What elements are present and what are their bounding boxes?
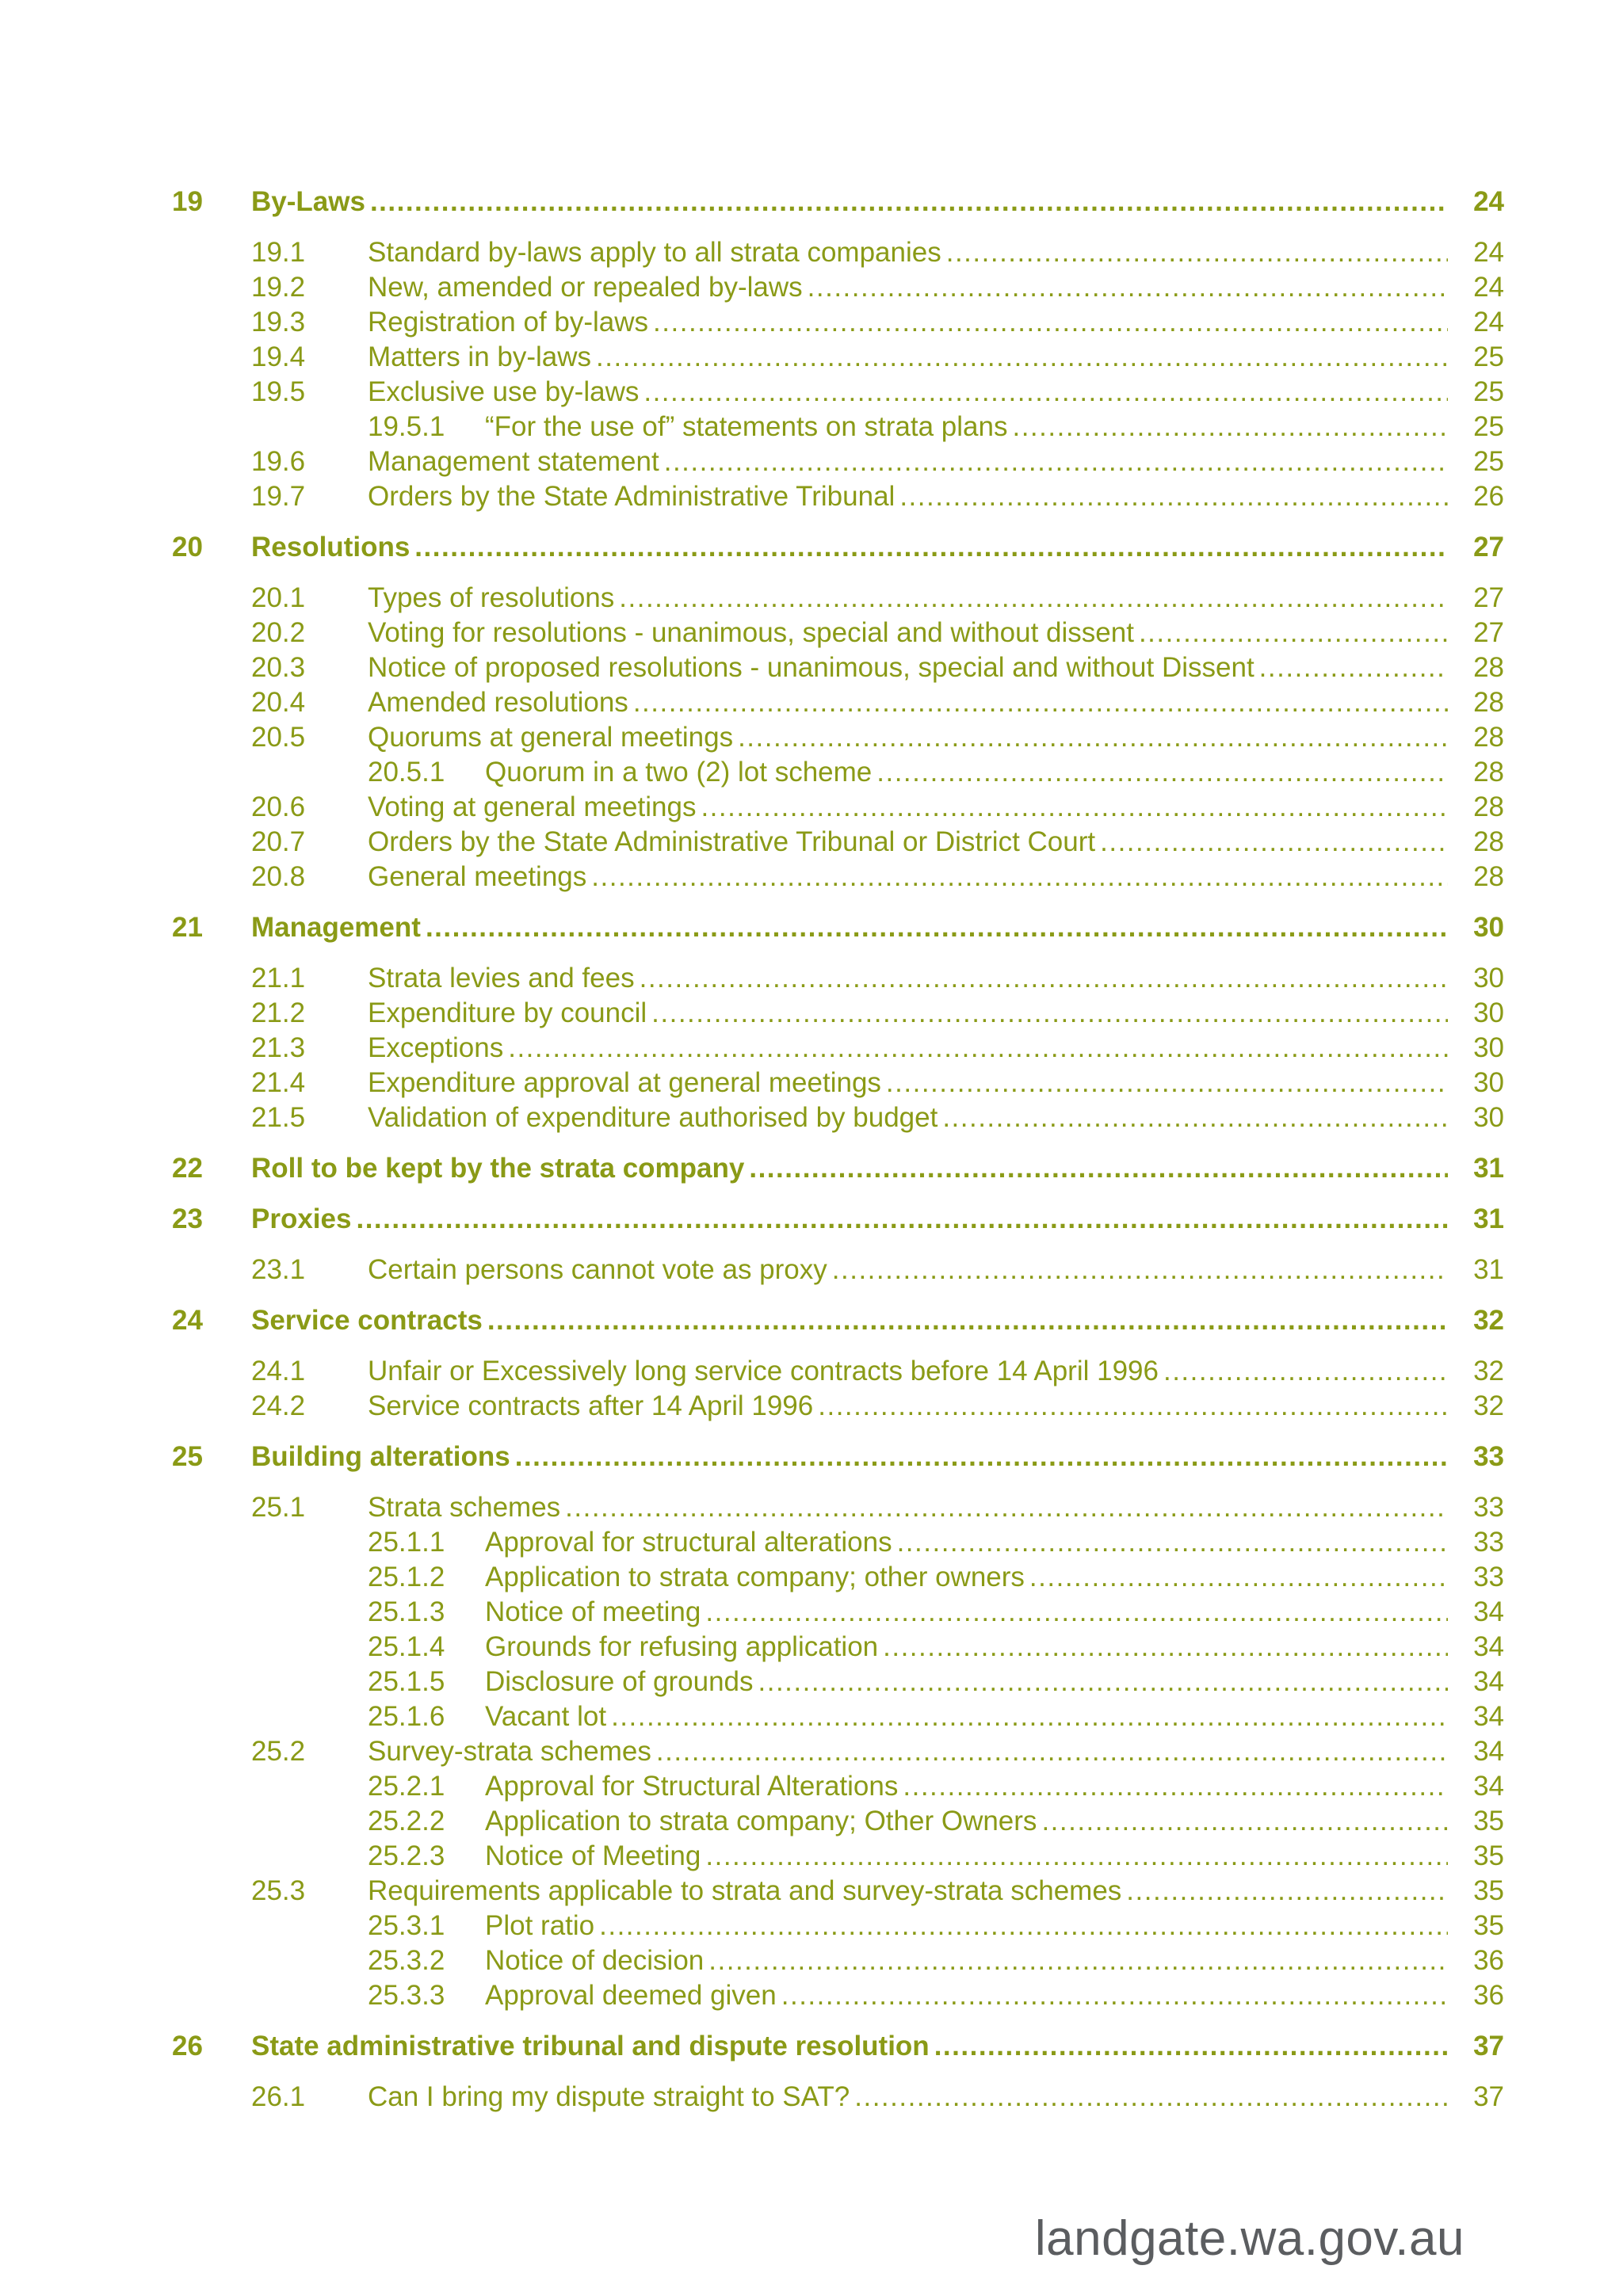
dot-leader [705,1595,1448,1630]
toc-entry-page-number: 28 [1473,757,1504,788]
dot-leader [749,1151,1448,1186]
toc-entry-title: Plot ratio [485,1910,595,1941]
toc-subsubsection-entry[interactable] [0,1699,1623,1734]
toc-entry-title-line [251,2029,1453,2064]
toc-entry-title: Orders by the State Administrative Tribunal [368,481,896,512]
dot-leader [643,375,1448,410]
toc-entry-number: 21 [172,912,203,943]
toc-entry-title: Certain persons cannot vote as proxy [368,1254,827,1285]
dot-leader [565,1490,1448,1525]
toc-entry-page-number: 34 [1473,1666,1504,1697]
dot-leader [664,444,1448,479]
toc-entry-title: State administrative tribunal and dispute resolution [251,2031,930,2061]
toc-entry-page-number: 36 [1473,1980,1504,2011]
toc-entry-title: Disclosure of grounds [485,1666,754,1697]
toc-entry-page-number: 24 [1473,186,1504,217]
toc-entry-title-line [251,1440,1453,1474]
dot-leader [633,685,1448,720]
dot-leader [876,755,1448,790]
toc-entry-number: 23.1 [251,1254,306,1285]
toc-subsection-entry[interactable] [0,479,1623,514]
toc-subsubsection-entry[interactable] [0,1525,1623,1560]
dot-leader [1139,616,1448,650]
toc-subsection-entry[interactable] [0,1389,1623,1424]
toc-entry-title-line [368,1253,1453,1287]
toc-subsection-entry[interactable] [0,1031,1623,1066]
toc-entry-title-line [485,1839,1453,1874]
footer-website: landgate.wa.gov.au [1034,2211,1465,2266]
toc-subsection-entry[interactable] [0,270,1623,305]
dot-leader [781,1978,1448,2013]
toc-entry-title-line [368,479,1453,514]
toc-entry-number: 20.4 [251,687,306,718]
toc-subsubsection-entry[interactable] [0,1665,1623,1699]
toc-entry-number: 25.1.6 [368,1701,445,1732]
toc-subsubsection-entry[interactable] [0,1769,1623,1804]
toc-entry-number: 26 [172,2031,203,2061]
toc-entry-title: Exclusive use by-laws [368,376,640,407]
toc-entry-title-line [368,444,1453,479]
dot-leader [934,2029,1448,2064]
toc-entry-page-number: 25 [1473,376,1504,407]
toc-entry-title-line [368,1066,1453,1100]
toc-entry-title: General meetings [368,861,587,892]
toc-entry-title-line [368,685,1453,720]
toc-section-heading[interactable] [0,1303,1623,1338]
toc-entry-number: 25.3.1 [368,1910,445,1941]
toc-entry-number: 25.1.1 [368,1527,445,1558]
toc-entry-number: 25.1.3 [368,1596,445,1627]
toc-entry-page-number: 35 [1473,1840,1504,1871]
toc-entry-title-line [368,581,1453,616]
toc-entry-title-line [368,860,1453,894]
dot-leader [883,1630,1448,1665]
toc-entry-title: Vacant lot [485,1701,607,1732]
toc-entry-number: 21.3 [251,1032,306,1063]
toc-entry-number: 21.5 [251,1102,306,1133]
toc-entry-number: 19 [172,186,203,217]
dot-leader [946,235,1448,270]
toc-section-heading[interactable] [0,530,1623,565]
toc-entry-page-number: 32 [1473,1390,1504,1421]
toc-subsection-entry[interactable] [0,1734,1623,1769]
dot-leader [1100,825,1448,860]
toc-entry-title-line [368,650,1453,685]
toc-entry-page-number: 27 [1473,582,1504,613]
toc-subsection-entry[interactable] [0,860,1623,894]
toc-entry-title-line [368,961,1453,996]
toc-entry-title-line [368,2080,1453,2115]
toc-subsection-entry[interactable] [0,1354,1623,1389]
toc-entry-number: 19.3 [251,307,306,338]
toc-entry-page-number: 24 [1473,272,1504,303]
dot-leader [1041,1804,1448,1839]
toc-entry-page-number: 27 [1473,532,1504,563]
toc-subsection-entry[interactable] [0,581,1623,616]
toc-entry-title: Voting at general meetings [368,791,697,822]
toc-entry-number: 25.2.2 [368,1806,445,1836]
toc-entry-title: Approval deemed given [485,1980,777,2011]
toc-subsection-entry[interactable] [0,720,1623,755]
toc-entry-title: Quorum in a two (2) lot scheme [485,757,873,788]
dot-leader [1012,410,1448,444]
toc-subsubsection-entry[interactable] [0,1839,1623,1874]
toc-subsection-entry[interactable] [0,961,1623,996]
toc-entry-page-number: 31 [1473,1153,1504,1184]
toc-subsubsection-entry[interactable] [0,1595,1623,1630]
toc-entry-title: Notice of decision [485,1945,705,1976]
dot-leader [854,2080,1448,2115]
toc-entry-title: Notice of Meeting [485,1840,701,1871]
dot-leader [619,581,1448,616]
dot-leader [656,1734,1448,1769]
toc-entry-title: Validation of expenditure authorised by budget [368,1102,938,1133]
toc-subsubsection-entry[interactable] [0,755,1623,790]
dot-leader [596,340,1448,375]
toc-subsubsection-entry[interactable] [0,1943,1623,1978]
toc-subsection-entry[interactable] [0,650,1623,685]
toc-entry-title-line [251,1202,1453,1237]
toc-subsubsection-entry[interactable] [0,410,1623,444]
toc-subsection-entry[interactable] [0,375,1623,410]
toc-entry-title-line [368,1874,1453,1909]
toc-entry-number: 25.1.4 [368,1631,445,1662]
toc-entry-number: 24.2 [251,1390,306,1421]
toc-subsection-entry[interactable] [0,1253,1623,1287]
toc-entry-page-number: 31 [1473,1203,1504,1234]
toc-entry-page-number: 33 [1473,1527,1504,1558]
toc-entry-title: Quorums at general meetings [368,722,734,753]
toc-entry-page-number: 28 [1473,791,1504,822]
toc-entry-title-line [368,1354,1453,1389]
toc-entry-page-number: 30 [1473,1032,1504,1063]
toc-entry-page-number: 34 [1473,1596,1504,1627]
toc-entry-title: Strata schemes [368,1492,561,1523]
toc-subsection-entry[interactable] [0,305,1623,340]
toc-subsection-entry[interactable] [0,1874,1623,1909]
toc-entry-title: Strata levies and fees [368,963,635,994]
toc-entry-title: Application to strata company; Other Owners [485,1806,1037,1836]
toc-entry-title: “For the use of” statements on strata plans [485,411,1008,442]
dot-leader [701,790,1448,825]
toc-entry-title: Requirements applicable to strata and survey-strata schemes [368,1875,1122,1906]
toc-entry-title-line [485,1909,1453,1943]
toc-entry-title: Expenditure approval at general meetings [368,1067,881,1098]
toc-entry-number: 24.1 [251,1356,306,1386]
toc-entry-title: Application to strata company; other owners [485,1562,1025,1592]
toc-section-heading[interactable] [0,185,1623,219]
toc-entry-number: 23 [172,1203,203,1234]
toc-entry-number: 19.4 [251,341,306,372]
dot-leader [370,185,1448,219]
toc-entry-number: 20.2 [251,617,306,648]
dot-leader [886,1066,1448,1100]
toc-entry-title: Building alterations [251,1441,510,1472]
toc-entry-title-line [368,790,1453,825]
toc-subsection-entry[interactable] [0,616,1623,650]
toc-entry-title-line [485,755,1453,790]
dot-leader [899,479,1448,514]
toc-entry-title-line [368,305,1453,340]
dot-leader [640,961,1448,996]
toc-entry-title: Notice of meeting [485,1596,701,1627]
toc-entry-title: Amended resolutions [368,687,628,718]
toc-entry-title: Can I bring my dispute straight to SAT? [368,2081,850,2112]
dot-leader [1126,1874,1448,1909]
toc-entry-title-line [485,1699,1453,1734]
toc-entry-number: 25.3.2 [368,1945,445,1976]
toc-entry-title: By-Laws [251,186,365,217]
toc-entry-title: Management statement [368,446,659,477]
toc-entry-title: New, amended or repealed by-laws [368,272,803,303]
toc-entry-page-number: 35 [1473,1910,1504,1941]
toc-subsection-entry[interactable] [0,825,1623,860]
toc-entry-title-line [368,1031,1453,1066]
toc-subsection-entry[interactable] [0,685,1623,720]
dot-leader [508,1031,1448,1066]
toc-entry-title-line [251,530,1453,565]
dot-leader [708,1943,1448,1978]
dot-leader [356,1202,1448,1237]
toc-entry-page-number: 33 [1473,1492,1504,1523]
toc-entry-title: Approval for structural alterations [485,1527,892,1558]
toc-subsubsection-entry[interactable] [0,1630,1623,1665]
toc-entry-title: Notice of proposed resolutions - unanimous, special and without Dissent [368,652,1254,683]
dot-leader [426,910,1448,945]
toc-entry-title-line [485,1943,1453,1978]
toc-entry-title: Management [251,912,421,943]
dot-leader [651,996,1448,1031]
toc-subsubsection-entry[interactable] [0,1804,1623,1839]
toc-entry-title-line [485,410,1453,444]
toc-entry-number: 19.6 [251,446,306,477]
toc-entry-number: 25.2.1 [368,1771,445,1802]
toc-entry-title-line [485,1560,1453,1595]
toc-entry-page-number: 32 [1473,1305,1504,1336]
toc-entry-page-number: 34 [1473,1701,1504,1732]
dot-leader [903,1769,1448,1804]
toc-entry-title-line [368,720,1453,755]
toc-entry-title: Voting for resolutions - unanimous, special and without dissent [368,617,1134,648]
dot-leader [818,1389,1448,1424]
toc-entry-title-line [485,1978,1453,2013]
toc-entry-number: 25.2.3 [368,1840,445,1871]
toc-entry-number: 26.1 [251,2081,306,2112]
toc-entry-title-line [368,1490,1453,1525]
toc-entry-title: Expenditure by council [368,997,647,1028]
toc-entry-title: Roll to be kept by the strata company [251,1153,745,1184]
dot-leader [1259,650,1448,685]
toc-entry-number: 20.3 [251,652,306,683]
toc-entry-page-number: 37 [1473,2081,1504,2112]
toc-entry-page-number: 35 [1473,1875,1504,1906]
dot-leader [705,1839,1448,1874]
dot-leader [758,1665,1449,1699]
dot-leader [897,1525,1448,1560]
toc-entry-number: 21.2 [251,997,306,1028]
toc-subsection-entry[interactable] [0,1490,1623,1525]
toc-entry-title-line [251,910,1453,945]
toc-entry-title: Unfair or Excessively long service contracts before 14 April 1996 [368,1356,1159,1386]
toc-entry-number: 19.1 [251,237,306,268]
toc-entry-page-number: 25 [1473,341,1504,372]
toc-entry-title: Registration of by-laws [368,307,649,338]
dot-leader [515,1440,1448,1474]
dot-leader [611,1699,1448,1734]
toc-subsection-entry[interactable] [0,444,1623,479]
toc-entry-page-number: 28 [1473,722,1504,753]
toc-entry-title: Matters in by-laws [368,341,592,372]
dot-leader [942,1100,1448,1135]
toc-section-heading[interactable] [0,1440,1623,1474]
toc-entry-title: Standard by-laws apply to all strata companies [368,237,941,268]
toc-entry-number: 22 [172,1153,203,1184]
toc-entry-number: 25.1 [251,1492,306,1523]
toc-entry-title: Grounds for refusing application [485,1631,879,1662]
toc-entry-title-line [485,1769,1453,1804]
dot-leader [653,305,1448,340]
toc-section-heading[interactable] [0,910,1623,945]
toc-entry-title: Exceptions [368,1032,504,1063]
toc-entry-title-line [485,1665,1453,1699]
toc-entry-title-line [485,1595,1453,1630]
toc-entry-title-line [251,185,1453,219]
toc-entry-number: 25.3 [251,1875,306,1906]
toc-subsection-entry[interactable] [0,340,1623,375]
toc-subsection-entry[interactable] [0,235,1623,270]
toc-entry-title-line [368,340,1453,375]
toc-entry-title-line [485,1804,1453,1839]
toc-entry-page-number: 34 [1473,1771,1504,1802]
toc-entry-page-number: 35 [1473,1806,1504,1836]
toc-entry-number: 20 [172,532,203,563]
toc-entry-page-number: 32 [1473,1356,1504,1386]
toc-section-heading[interactable] [0,1151,1623,1186]
toc-entry-page-number: 31 [1473,1254,1504,1285]
toc-entry-page-number: 30 [1473,997,1504,1028]
toc-entry-page-number: 33 [1473,1441,1504,1472]
toc-entry-number: 24 [172,1305,203,1336]
dot-leader [738,720,1448,755]
toc-subsubsection-entry[interactable] [0,1909,1623,1943]
dot-leader [599,1909,1448,1943]
toc-subsection-entry[interactable] [0,1100,1623,1135]
toc-subsubsection-entry[interactable] [0,1560,1623,1595]
toc-entry-page-number: 24 [1473,307,1504,338]
dot-leader [487,1303,1448,1338]
dot-leader [591,860,1448,894]
toc-entry-page-number: 26 [1473,481,1504,512]
toc-entry-number: 25.1.5 [368,1666,445,1697]
toc-entry-title-line [485,1630,1453,1665]
toc-entry-page-number: 36 [1473,1945,1504,1976]
toc-entry-title-line [251,1151,1453,1186]
toc-entry-title-line [368,375,1453,410]
toc-entry-page-number: 24 [1473,237,1504,268]
toc-entry-page-number: 34 [1473,1631,1504,1662]
toc-entry-title-line [251,1303,1453,1338]
dot-leader [414,530,1448,565]
toc-entry-number: 19.2 [251,272,306,303]
dot-leader [1029,1560,1448,1595]
toc-entry-page-number: 30 [1473,912,1504,943]
toc-entry-number: 19.5.1 [368,411,445,442]
toc-entry-title-line [368,996,1453,1031]
toc-subsection-entry[interactable] [0,790,1623,825]
toc-entry-title: Survey-strata schemes [368,1736,651,1767]
toc-entry-number: 25 [172,1441,203,1472]
toc-entry-page-number: 25 [1473,446,1504,477]
toc-entry-page-number: 25 [1473,411,1504,442]
toc-entry-page-number: 37 [1473,2031,1504,2061]
toc-section-heading[interactable] [0,1202,1623,1237]
toc-entry-title-line [368,1100,1453,1135]
toc-entry-page-number: 30 [1473,1102,1504,1133]
toc-entry-page-number: 28 [1473,826,1504,857]
toc-entry-title-line [368,825,1453,860]
toc-entry-title-line [368,1734,1453,1769]
toc-entry-title: Service contracts after 14 April 1996 [368,1390,814,1421]
dot-leader [832,1253,1448,1287]
toc-entry-title: Resolutions [251,532,411,563]
dot-leader [1163,1354,1448,1389]
toc-entry-number: 21.1 [251,963,306,994]
toc-entry-title: Approval for Structural Alterations [485,1771,899,1802]
toc-entry-number: 20.6 [251,791,306,822]
toc-subsection-entry[interactable] [0,996,1623,1031]
toc-entry-page-number: 33 [1473,1562,1504,1592]
toc-section-heading[interactable] [0,2029,1623,2064]
toc-entry-number: 20.1 [251,582,306,613]
toc-subsection-entry[interactable] [0,2080,1623,2115]
toc-entry-number: 20.7 [251,826,306,857]
dot-leader [808,270,1448,305]
toc-entry-title-line [368,1389,1453,1424]
toc-entry-number: 20.8 [251,861,306,892]
toc-entry-page-number: 28 [1473,861,1504,892]
toc-entry-page-number: 28 [1473,687,1504,718]
toc-entry-page-number: 30 [1473,963,1504,994]
toc-entry-number: 20.5 [251,722,306,753]
toc-entry-page-number: 27 [1473,617,1504,648]
toc-entry-number: 20.5.1 [368,757,445,788]
toc-entry-number: 25.1.2 [368,1562,445,1592]
toc-entry-title: Proxies [251,1203,352,1234]
toc-subsection-entry[interactable] [0,1066,1623,1100]
toc-entry-number: 25.2 [251,1736,306,1767]
toc-subsubsection-entry[interactable] [0,1978,1623,2013]
toc-entry-number: 19.5 [251,376,306,407]
toc-entry-title-line [368,270,1453,305]
toc-entry-number: 19.7 [251,481,306,512]
toc-entry-page-number: 28 [1473,652,1504,683]
toc-entry-title-line [485,1525,1453,1560]
toc-entry-title: Orders by the State Administrative Tribunal or District Court [368,826,1096,857]
toc-entry-number: 21.4 [251,1067,306,1098]
toc-entry-title-line [368,616,1453,650]
toc-entry-page-number: 34 [1473,1736,1504,1767]
toc-entry-title: Service contracts [251,1305,483,1336]
toc-entry-number: 25.3.3 [368,1980,445,2011]
toc-entry-title: Types of resolutions [368,582,615,613]
toc-entry-title-line [368,235,1453,270]
toc-entry-page-number: 30 [1473,1067,1504,1098]
